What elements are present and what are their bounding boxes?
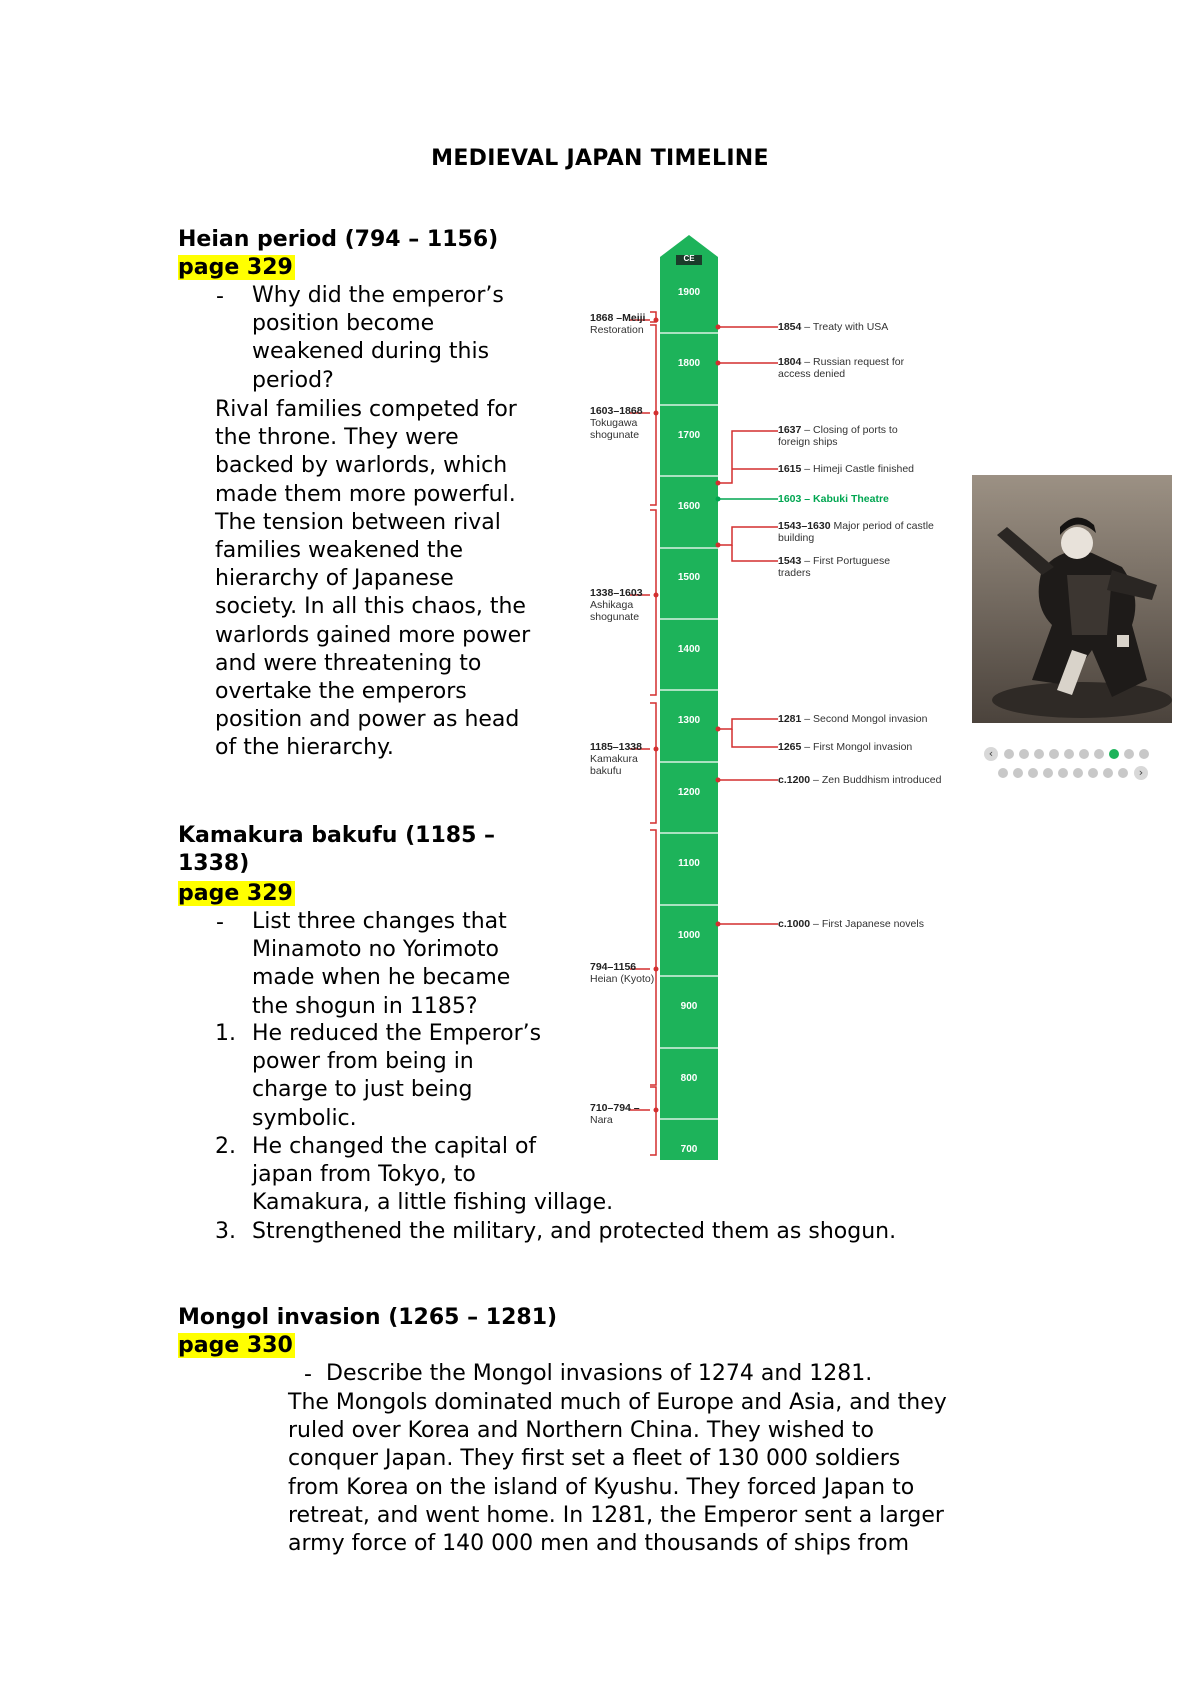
heian-heading: Heian period (794 – 1156) xyxy=(178,227,499,252)
carousel-dot[interactable] xyxy=(1124,749,1134,759)
carousel-dot-active[interactable] xyxy=(1109,749,1119,759)
period-label: 1868 –Meiji Restoration xyxy=(590,312,646,336)
kabuki-actor-photo xyxy=(972,475,1172,723)
carousel-dot[interactable] xyxy=(1139,749,1149,759)
heian-answer-line: and were threatening to xyxy=(215,650,482,676)
carousel-dot[interactable] xyxy=(1004,749,1014,759)
heian-answer-line: position and power as head xyxy=(215,707,520,733)
list-number: 3. xyxy=(215,1219,236,1244)
kamakura-item-line: japan from Tokyo, to xyxy=(252,1162,476,1188)
century-label: 1100 xyxy=(678,858,700,869)
century-label: 700 xyxy=(680,1144,698,1155)
chevron-right-icon[interactable]: › xyxy=(1134,766,1148,780)
mongol-answer-line: from Korea on the island of Kyushu. They forced Japan to xyxy=(288,1474,915,1500)
century-label: 900 xyxy=(680,1001,698,1012)
kamakura-question-bullet: - xyxy=(216,910,224,935)
heian-question-line: Why did the emperor’s xyxy=(252,283,504,308)
kamakura-item-line: Strengthened the military, and protected them as shogun. xyxy=(252,1219,897,1244)
timeline-bar xyxy=(660,235,718,1160)
event-connectors xyxy=(718,327,778,924)
mongol-answer-line: army force of 140 000 men and thousands of ships from xyxy=(288,1531,910,1557)
event-label-highlight: 1603 – Kabuki Theatre xyxy=(778,493,889,505)
event-label: 1281 – Second Mongol invasion xyxy=(778,713,928,725)
heian-question-line: position become xyxy=(252,311,435,337)
heian-answer-line: Rival families competed for xyxy=(215,397,517,422)
carousel-dot[interactable] xyxy=(1034,749,1044,759)
mongol-answer xyxy=(288,1389,947,1558)
kamakura-item-2 xyxy=(252,1133,613,1218)
kamakura-question-line: Minamoto no Yorimoto xyxy=(252,937,499,963)
kamakura-item-3 xyxy=(252,1218,896,1246)
event-label: c.1000 – First Japanese novels xyxy=(778,918,924,930)
heian-answer-line: made them more powerful. xyxy=(215,481,516,507)
kamakura-question-line: the shogun in 1185? xyxy=(252,993,478,1019)
image-carousel-pager xyxy=(984,747,1184,787)
heian-answer-line: society. In all this chaos, the xyxy=(215,594,526,620)
heian-answer-line: The tension between rival xyxy=(215,509,501,535)
era-label: CE xyxy=(683,254,695,263)
heian-answer-line: the throne. They were xyxy=(215,425,459,451)
carousel-dot[interactable] xyxy=(1013,768,1023,778)
period-label: 710–794 – Nara xyxy=(590,1102,640,1126)
carousel-dot[interactable] xyxy=(998,768,1008,778)
kamakura-question xyxy=(252,908,510,1021)
kamakura-page-ref: page 329 xyxy=(178,881,293,906)
event-label: 1804 – Russian request for access denied xyxy=(778,356,905,380)
century-label: 1800 xyxy=(677,358,701,369)
kamakura-heading xyxy=(178,822,495,878)
century-label: 1200 xyxy=(677,787,701,798)
heian-answer-line: families weakened the xyxy=(215,538,464,564)
heian-answer-line: of the hierarchy. xyxy=(215,735,394,761)
heian-question-line: weakened during this xyxy=(252,339,490,365)
event-label: 1615 – Himeji Castle finished xyxy=(778,463,915,475)
event-label: 1543–1630 Major period of castle building xyxy=(778,520,934,544)
kamakura-item-line: Kamakura, a little fishing village. xyxy=(252,1190,614,1216)
kamakura-item-line: power from being in xyxy=(252,1049,474,1075)
carousel-dot[interactable] xyxy=(1103,768,1113,778)
kamakura-heading-line: 1338) xyxy=(178,851,250,876)
mongol-heading: Mongol invasion (1265 – 1281) xyxy=(178,1305,558,1330)
kamakura-item-line: symbolic. xyxy=(252,1105,357,1131)
carousel-dot[interactable] xyxy=(1118,768,1128,778)
century-label: 1900 xyxy=(677,287,701,298)
kamakura-heading-line: Kamakura bakufu (1185 – xyxy=(178,823,496,848)
period-label: 1603–1868 Tokugawa shogunate xyxy=(590,405,643,441)
heian-answer-line: overtake the emperors xyxy=(215,679,467,705)
carousel-dot[interactable] xyxy=(1073,768,1083,778)
carousel-dot[interactable] xyxy=(1064,749,1074,759)
century-label: 1000 xyxy=(677,930,701,941)
kamakura-item-line: He changed the capital of xyxy=(252,1134,537,1159)
century-label: 1500 xyxy=(677,572,701,583)
heian-answer-line: warlords gained more power xyxy=(215,622,531,648)
kamakura-item-1 xyxy=(252,1020,541,1133)
carousel-dot[interactable] xyxy=(1058,768,1068,778)
mongol-page-ref: page 330 xyxy=(178,1333,293,1358)
event-label: 1543 – First Portuguese traders xyxy=(778,555,891,579)
event-label: 1265 – First Mongol invasion xyxy=(778,741,913,753)
century-label: 1400 xyxy=(677,644,701,655)
heian-answer xyxy=(215,396,530,763)
kamakura-question-line: made when he became xyxy=(252,965,511,991)
carousel-dot[interactable] xyxy=(1028,768,1038,778)
carousel-dot[interactable] xyxy=(1019,749,1029,759)
page-title: MEDIEVAL JAPAN TIMELINE xyxy=(431,146,769,171)
carousel-dot[interactable] xyxy=(1049,749,1059,759)
heian-answer-line: backed by warlords, which xyxy=(215,453,508,479)
heian-question xyxy=(252,282,504,395)
mongol-answer-line: conquer Japan. They first set a fleet of 130 000 soldiers xyxy=(288,1446,901,1472)
heian-answer-line: hierarchy of Japanese xyxy=(215,566,454,592)
carousel-dot[interactable] xyxy=(1043,768,1053,778)
heian-question-bullet: - xyxy=(216,284,224,309)
period-label: 1185–1338 Kamakura bakufu xyxy=(590,741,642,777)
mongol-question: Describe the Mongol invasions of 1274 and 1281. xyxy=(326,1361,873,1386)
event-label: 1854 – Treaty with USA xyxy=(778,321,889,333)
chevron-left-icon[interactable]: ‹ xyxy=(984,747,998,761)
mongol-question-bullet: - xyxy=(304,1362,312,1387)
kabuki-actor-image xyxy=(972,475,1172,723)
heian-page-ref: page 329 xyxy=(178,255,293,280)
kamakura-item-line: charge to just being xyxy=(252,1077,473,1103)
kamakura-question-line: List three changes that xyxy=(252,909,507,934)
list-number: 1. xyxy=(215,1021,236,1046)
carousel-dot[interactable] xyxy=(1088,768,1098,778)
century-label: 800 xyxy=(680,1073,698,1084)
event-label: 1637 – Closing of ports to foreign ships xyxy=(778,424,898,448)
heian-question-line: period? xyxy=(252,367,334,393)
mongol-answer-line: ruled over Korea and Northern China. They wished to xyxy=(288,1418,874,1444)
century-label: 1700 xyxy=(677,430,701,441)
carousel-dot[interactable] xyxy=(1094,749,1104,759)
century-label: 1300 xyxy=(677,715,701,726)
list-number: 2. xyxy=(215,1134,236,1159)
period-label: 794–1156 Heian (Kyoto) xyxy=(590,961,655,985)
century-label: 1600 xyxy=(677,501,701,512)
period-label: 1338–1603 Ashikaga shogunate xyxy=(590,587,643,623)
timeline-figure xyxy=(590,235,980,1165)
mongol-answer-line: retreat, and went home. In 1281, the Emperor sent a larger xyxy=(288,1502,944,1528)
event-label: c.1200 – Zen Buddhism introduced xyxy=(778,774,942,786)
kamakura-item-line: He reduced the Emperor’s xyxy=(252,1021,542,1046)
mongol-answer-line: The Mongols dominated much of Europe and Asia, and they xyxy=(288,1390,947,1415)
carousel-dot[interactable] xyxy=(1079,749,1089,759)
